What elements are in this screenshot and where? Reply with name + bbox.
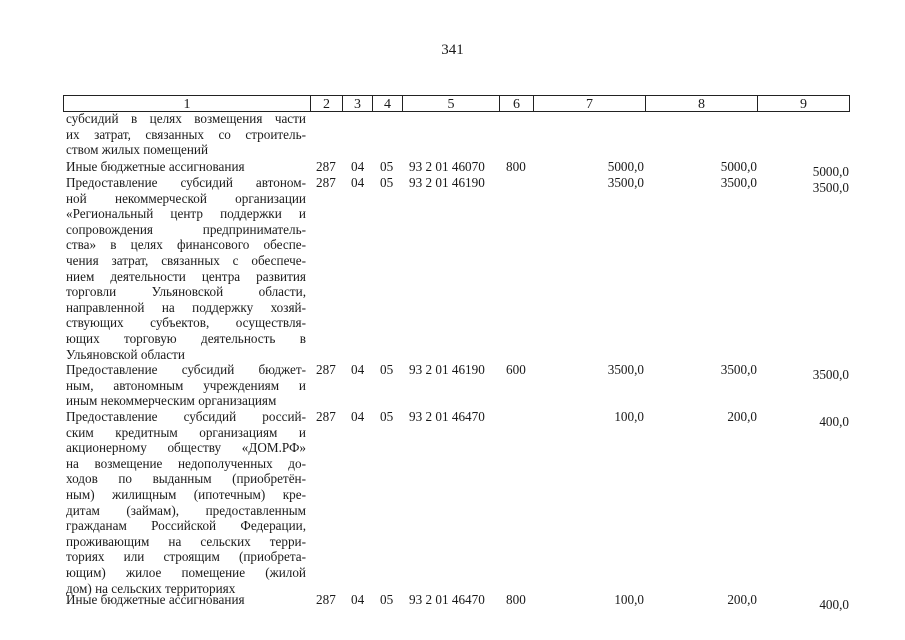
cell-c2: 287	[316, 175, 336, 190]
description-line: дом) на сельских территориях	[66, 580, 236, 596]
cell-c9: 3500,0	[812, 367, 849, 382]
cell-c4: 05	[380, 175, 394, 190]
row-description	[66, 362, 306, 409]
description-line: ющих торговую деятельность в	[66, 330, 306, 346]
cell-c4: 05	[380, 409, 394, 424]
cell-c7: 3500,0	[607, 175, 644, 190]
cell-c4: 05	[380, 592, 394, 607]
description-line: гражданам Российской Федерации,	[66, 518, 306, 534]
cell-c9: 5000,0	[812, 164, 849, 179]
cell-c3: 04	[351, 592, 365, 607]
cell-c3: 04	[351, 159, 365, 174]
cell-c4: 05	[380, 159, 394, 174]
cell-c6: 800	[506, 592, 526, 607]
cell-c5: 93 2 01 46470	[409, 409, 485, 424]
cell-c2: 287	[316, 362, 336, 377]
description-line: ства» в целях финансового обеспе-	[66, 237, 306, 253]
description-line: ющим) жилое помещение (жилой	[66, 564, 306, 580]
header-col-1: 1	[63, 95, 310, 112]
cell-c8: 200,0	[727, 409, 757, 424]
description-line: сопровождения предприниматель-	[66, 221, 306, 237]
cell-c7: 3500,0	[607, 362, 644, 377]
description-line: ствующих субъектов, осуществля-	[66, 315, 306, 331]
header-col-7: 7	[533, 95, 645, 112]
description-line: субсидий в целях возмещения части	[66, 111, 306, 126]
table-header	[63, 95, 850, 112]
description-line: ходов по выданным (приобретён-	[66, 471, 306, 487]
row-description	[66, 409, 306, 596]
header-col-8: 8	[645, 95, 757, 112]
description-line: Предоставление субсидий автоном-	[66, 175, 306, 190]
description-line: чения затрат, связанных с обеспече-	[66, 252, 306, 268]
cell-c3: 04	[351, 409, 365, 424]
cell-c7: 100,0	[614, 592, 644, 607]
cell-c7: 5000,0	[607, 159, 644, 174]
cell-c2: 287	[316, 592, 336, 607]
description-line: Предоставление субсидий бюджет-	[66, 362, 306, 377]
description-line: проживающим на сельских терри-	[66, 533, 306, 549]
cell-c9: 400,0	[819, 414, 849, 429]
header-col-9: 9	[757, 95, 850, 112]
description-line: на возмещение недополученных до-	[66, 455, 306, 471]
description-line: их затрат, связанных со строитель-	[66, 126, 306, 142]
row-description	[66, 592, 306, 608]
description-line: ториях или строящим (приобрета-	[66, 549, 306, 565]
description-line: направленной на поддержку хозяй-	[66, 299, 306, 315]
description-line: ным) жилищным (ипотечным) кре-	[66, 486, 306, 502]
description-line: Ульяновской области	[66, 346, 185, 362]
cell-c8: 200,0	[727, 592, 757, 607]
description-line: нием деятельности центра развития	[66, 268, 306, 284]
cell-c8: 5000,0	[720, 159, 757, 174]
cell-c7: 100,0	[614, 409, 644, 424]
description-line: Иные бюджетные ассигнования	[66, 592, 245, 607]
cell-c5: 93 2 01 46190	[409, 362, 485, 377]
cell-c2: 287	[316, 409, 336, 424]
row-description	[66, 111, 306, 158]
description-line: иным некоммерческим организациям	[66, 393, 277, 409]
cell-c3: 04	[351, 175, 365, 190]
header-col-3: 3	[342, 95, 372, 112]
description-line: ной некоммерческой организации	[66, 190, 306, 206]
header-col-5: 5	[402, 95, 499, 112]
header-col-4: 4	[372, 95, 402, 112]
cell-c6: 800	[506, 159, 526, 174]
description-line: акционерному обществу «ДОМ.РФ»	[66, 440, 306, 456]
cell-c5: 93 2 01 46470	[409, 592, 485, 607]
description-line: ством жилых помещений	[66, 142, 209, 158]
cell-c6: 600	[506, 362, 526, 377]
cell-c4: 05	[380, 362, 394, 377]
description-line: торговли Ульяновской области,	[66, 284, 306, 300]
description-line: ским кредитным организациям и	[66, 424, 306, 440]
description-line: «Региональный центр поддержки и	[66, 206, 306, 222]
cell-c8: 3500,0	[720, 362, 757, 377]
cell-c5: 93 2 01 46070	[409, 159, 485, 174]
description-line: Предоставление субсидий россий-	[66, 409, 306, 424]
header-col-2: 2	[310, 95, 342, 112]
row-description	[66, 159, 306, 175]
page-number: 341	[441, 42, 464, 58]
description-line: Иные бюджетные ассигнования	[66, 159, 245, 174]
cell-c2: 287	[316, 159, 336, 174]
description-line: дитам (займам), предоставленным	[66, 502, 306, 518]
cell-c9: 3500,0	[812, 180, 849, 195]
cell-c8: 3500,0	[720, 175, 757, 190]
description-line: ным, автономным учреждениям и	[66, 377, 306, 393]
header-col-6: 6	[499, 95, 533, 112]
cell-c9: 400,0	[819, 597, 849, 612]
cell-c3: 04	[351, 362, 365, 377]
cell-c5: 93 2 01 46190	[409, 175, 485, 190]
row-description	[66, 175, 306, 362]
